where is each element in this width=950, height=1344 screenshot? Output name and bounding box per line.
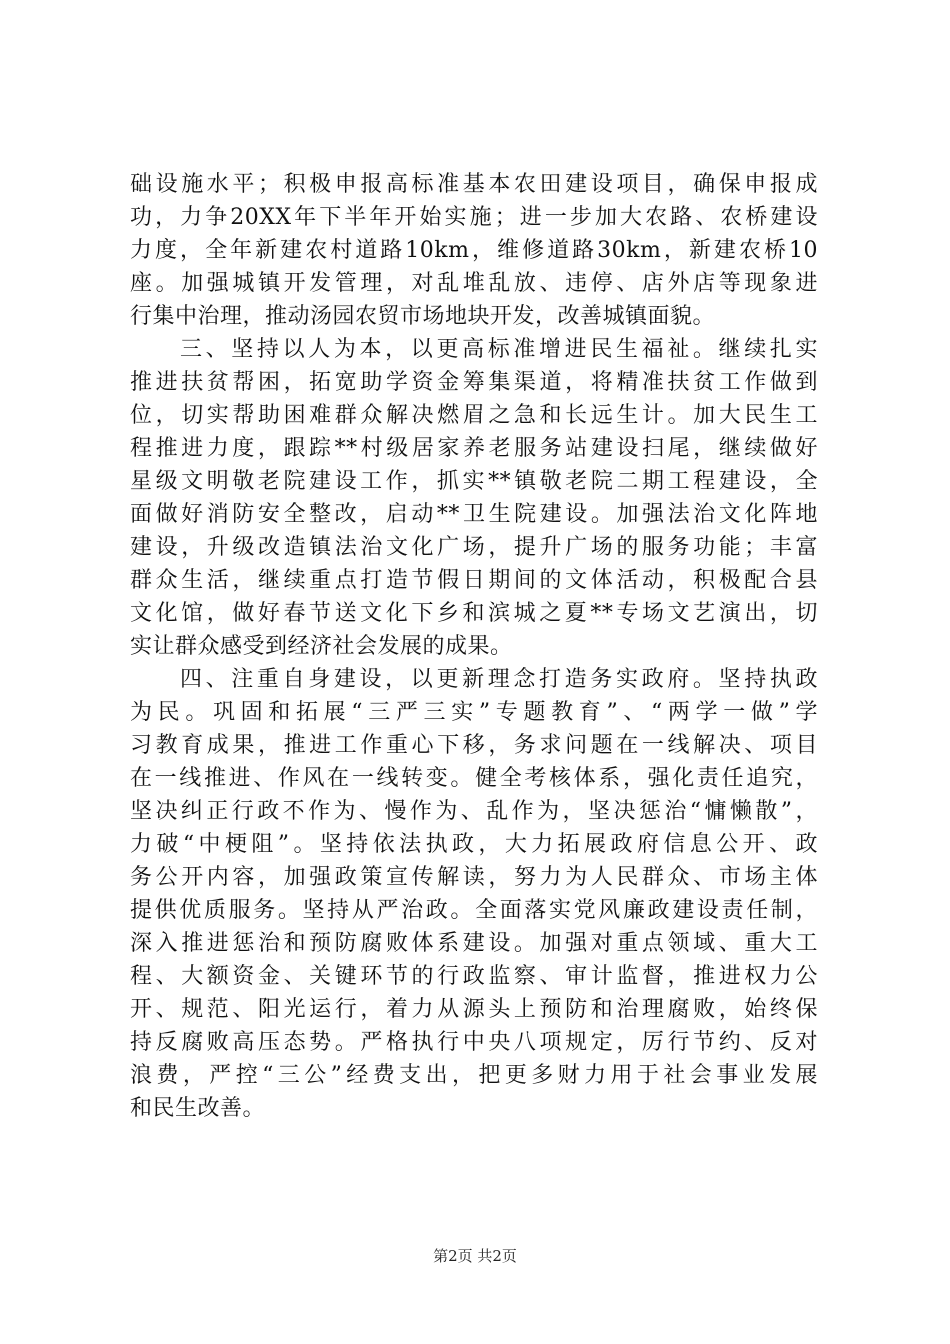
text-line: 浪费，严控“三公”经费支出，把更多财力用于社会事业发展 <box>130 1063 818 1088</box>
text-line: 程推进力度，跟踪**村级居家养老服务站建设扫尾，继续做好 <box>130 436 818 461</box>
text-line: 星级文明敬老院建设工作，抓实**镇敬老院二期工程建设，全 <box>130 469 818 494</box>
document-body <box>130 168 818 1125</box>
text-line: 和民生改善。 <box>130 1096 266 1121</box>
text-line: 三、坚持以人为本，以更高标准增进民生福祉。继续扎实 <box>180 337 818 362</box>
text-line: 建设，升级改造镇法治文化广场，提升广场的服务功能；丰富 <box>130 535 818 560</box>
text-line: 群众生活，继续重点打造节假日期间的文体活动，积极配合县 <box>130 568 818 593</box>
text-line: 推进扶贫帮困，拓宽助学资金筹集渠道，将精准扶贫工作做到 <box>130 370 818 395</box>
text-line: 位，切实帮助困难群众解决燃眉之急和长远生计。加大民生工 <box>130 403 818 428</box>
text-line: 面做好消防安全整改，启动**卫生院建设。加强法治文化阵地 <box>130 502 818 527</box>
text-line: 座。加强城镇开发管理，对乱堆乱放、违停、店外店等现象进 <box>130 271 818 296</box>
text-line: 坚决纠正行政不作为、慢作为、乱作为，坚决惩治“慵懒散”， <box>130 799 818 824</box>
text-line: 习教育成果，推进工作重心下移，务求问题在一线解决、项目 <box>130 733 818 758</box>
text-line: 提供优质服务。坚持从严治政。全面落实党风廉政建设责任制， <box>130 898 818 923</box>
page-footer: 第2页 共2页 <box>433 1247 517 1265</box>
text-line: 务公开内容，加强政策宣传解读，努力为人民群众、市场主体 <box>130 865 818 890</box>
text-line: 为民。巩固和拓展“三严三实”专题教育”、“两学一做”学 <box>130 700 818 725</box>
text-line: 力破“中梗阻”。坚持依法执政，大力拓展政府信息公开、政 <box>130 832 818 857</box>
text-line: 持反腐败高压态势。严格执行中央八项规定，厉行节约、反对 <box>130 1030 818 1055</box>
text-line: 在一线推进、作风在一线转变。健全考核体系，强化责任追究， <box>130 766 818 791</box>
text-line: 深入推进惩治和预防腐败体系建设。加强对重点领域、重大工 <box>130 931 818 956</box>
text-line: 四、注重自身建设，以更新理念打造务实政府。坚持执政 <box>180 667 818 692</box>
text-line: 文化馆，做好春节送文化下乡和滨城之夏**专场文艺演出，切 <box>130 601 818 626</box>
text-line: 行集中治理，推动汤园农贸市场地块开发，改善城镇面貌。 <box>130 304 716 329</box>
text-line: 功，力争20XX年下半年开始实施；进一步加大农路、农桥建设 <box>130 205 818 230</box>
text-line: 础设施水平；积极申报高标准基本农田建设项目，确保申报成 <box>130 172 818 197</box>
text-line: 力度，全年新建农村道路10km，维修道路30km，新建农桥10 <box>130 238 818 263</box>
text-line: 开、规范、阳光运行，着力从源头上预防和治理腐败，始终保 <box>130 997 818 1022</box>
text-line: 实让群众感受到经济社会发展的成果。 <box>130 634 513 659</box>
text-line: 程、大额资金、关键环节的行政监察、审计监督，推进权力公 <box>130 964 818 989</box>
